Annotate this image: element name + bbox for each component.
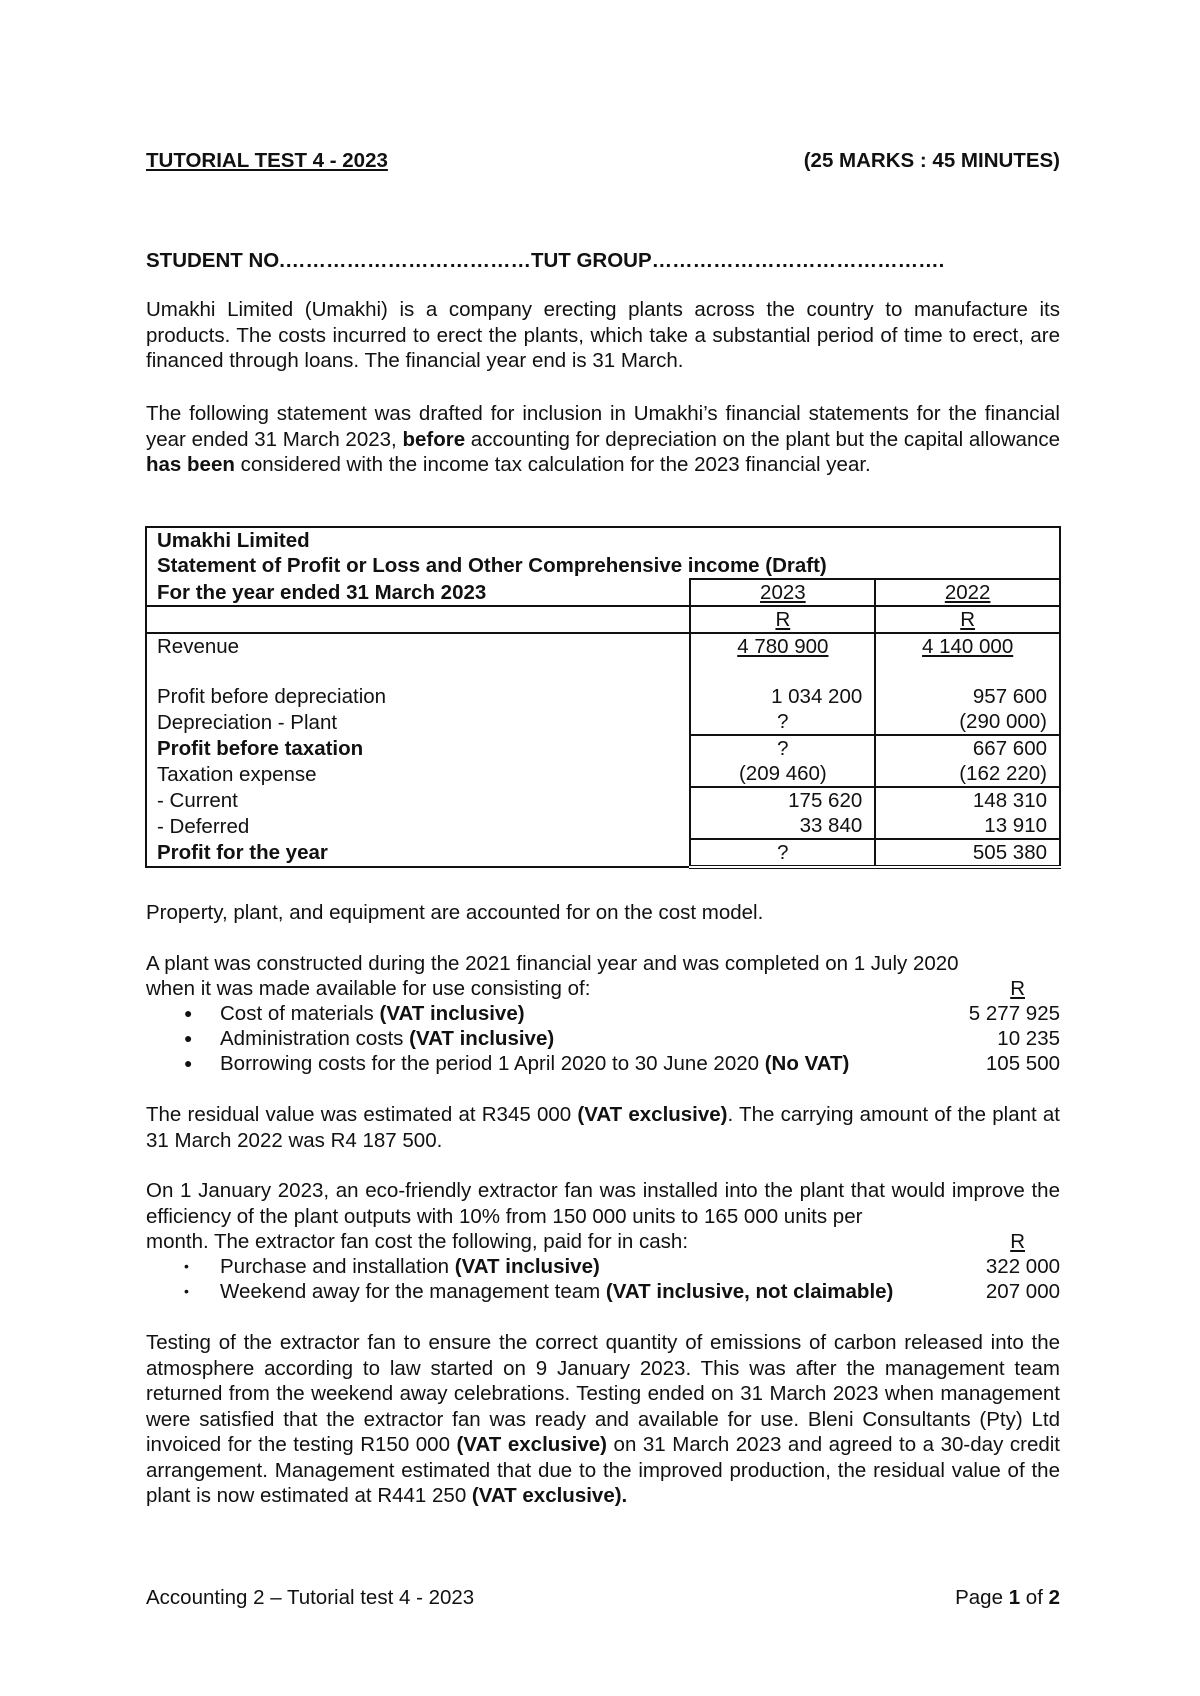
statement-title-row — [146, 553, 1060, 579]
fan-currency: R — [1010, 1230, 1025, 1253]
plant-item-borrowing: ● Borrowing costs for the period 1 April 2020 to 30 June 2020 (No VAT) 105 500 — [184, 1052, 1060, 1075]
depreciation-2022: (290 000) — [875, 709, 1060, 735]
profit-for-year-label: Profit for the year — [146, 839, 690, 867]
plant-item-amount: 10 235 — [997, 1027, 1060, 1050]
profit-before-tax-2023: ? — [690, 735, 875, 761]
revenue-2022: 4 140 000 — [922, 635, 1014, 658]
profit-loss-statement-table — [145, 526, 1061, 869]
fan-item-purchase: • Purchase and installation (VAT inclusive) 322 000 — [184, 1255, 1060, 1278]
ppe-paragraph: Property, plant, and equipment are accounted for on the cost model. — [146, 901, 764, 924]
currency-2023: R — [775, 608, 791, 631]
profit-before-tax-label: Profit before taxation — [146, 735, 690, 761]
fan-intro-line: month. The extractor fan cost the following, paid for in cash: R — [146, 1230, 1025, 1253]
plant-item-materials: ● Cost of materials (VAT inclusive) 5 277 925 — [184, 1002, 1060, 1025]
test-title: TUTORIAL TEST 4 - 2023 — [146, 149, 388, 172]
revenue-label: Revenue — [146, 633, 690, 659]
plant-item-admin: ● Administration costs (VAT inclusive) 10 235 — [184, 1027, 1060, 1050]
fan-item-amount: 322 000 — [985, 1255, 1060, 1278]
plant-intro-line-2: when it was made available for use consisting of: R — [146, 977, 1025, 1000]
depreciation-label: Depreciation - Plant — [146, 709, 690, 735]
revenue-2023: 4 780 900 — [737, 635, 829, 658]
bullet-icon: ● — [184, 1005, 193, 1021]
statement-company-row — [146, 527, 1060, 553]
tax-expense-label: Taxation expense — [146, 761, 690, 787]
statement-period-row — [146, 579, 1060, 606]
currency-row — [146, 606, 1060, 633]
plant-intro-line: A plant was constructed during the 2021 financial year and was completed on 1 July 2020 — [146, 952, 959, 975]
profit-before-tax-2022: 667 600 — [875, 735, 1060, 761]
profit-before-tax-row — [146, 735, 1060, 761]
bullet-icon: • — [184, 1283, 189, 1299]
deferred-tax-2022: 13 910 — [875, 813, 1060, 839]
footer-course: Accounting 2 – Tutorial test 4 - 2023 — [146, 1586, 475, 1609]
test-header — [146, 148, 1060, 174]
deferred-tax-label: - Deferred — [146, 813, 690, 839]
deferred-tax-row — [146, 813, 1060, 839]
statement-intro-paragraph: The following statement was drafted for inclusion in Umakhi’s financial statements for the financial year ended 31 March 2023, before accounting for depreciation on the plant but the capital allowance has been considered with the income tax calculation for the 2023 financial year. — [146, 402, 1061, 476]
student-info-line: STUDENT NO.………………………………TUT GROUP……………………………………. — [146, 249, 945, 272]
intro-paragraph: Umakhi Limited (Umakhi) is a company erecting plants across the country to manufacture its products. The costs incurred to erect the plants, which take a substantial period of time to erect, are financed through loans. The financial year end is 31 March. — [146, 298, 1060, 372]
current-tax-row — [146, 787, 1060, 813]
revenue-row — [146, 633, 1060, 659]
tax-expense-2023: (209 460) — [690, 761, 875, 787]
current-tax-2022: 148 310 — [875, 787, 1060, 813]
bullet-icon: ● — [184, 1030, 193, 1046]
depreciation-2023: ? — [690, 709, 875, 735]
profit-before-dep-2023: 1 034 200 — [690, 684, 875, 709]
plant-currency: R — [1010, 977, 1025, 1000]
current-tax-2023: 175 620 — [690, 787, 875, 813]
fan-item-amount: 207 000 — [985, 1280, 1060, 1303]
profit-for-year-2023: ? — [690, 839, 875, 867]
statement-company: Umakhi Limited — [146, 527, 1060, 553]
tax-expense-2022: (162 220) — [875, 761, 1060, 787]
residual-paragraph: The residual value was estimated at R345 000 (VAT exclusive). The carrying amount of the plant at 31 March 2022 was R4 187 500. — [146, 1103, 1061, 1152]
test-marks: (25 MARKS : 45 MINUTES) — [803, 149, 1060, 172]
fan-item-weekend: • Weekend away for the management team (VAT inclusive, not claimable) 207 000 — [184, 1280, 1060, 1303]
col-header-2023: 2023 — [760, 581, 806, 604]
bullet-icon: • — [184, 1258, 189, 1274]
col-header-2022: 2022 — [944, 581, 991, 604]
page-footer — [146, 1585, 1060, 1611]
statement-title: Statement of Profit or Loss and Other Comprehensive income (Draft) — [146, 553, 1060, 579]
depreciation-row — [146, 709, 1060, 735]
page-number: Page 1 of 2 — [955, 1586, 1060, 1609]
bullet-icon: ● — [184, 1055, 193, 1071]
plant-item-amount: 105 500 — [985, 1052, 1060, 1075]
current-tax-label: - Current — [146, 787, 690, 813]
profit-for-year-2022: 505 380 — [875, 839, 1060, 867]
testing-paragraph: Testing of the extractor fan to ensure the correct quantity of emissions of carbon released into the atmosphere according to law started on 9 January 2023. This was after the management team returned from the weekend away celebrations. Testing ended on 31 March 2023 when management were satisfied that the extractor fan was ready and available for use. Bleni Consultants (Pty) Ltd invoiced for the testing R150 000 (VAT exclusive) on 31 March 2023 and agreed to a 30-day credit arrangement. Management estimated that due to the improved production, the residual value of the plant is now estimated at R441 250 (VAT exclusive). — [146, 1331, 1060, 1507]
deferred-tax-2023: 33 840 — [690, 813, 875, 839]
profit-for-year-row — [146, 839, 1060, 867]
currency-2022: R — [960, 608, 976, 631]
profit-before-dep-2022: 957 600 — [875, 684, 1060, 709]
profit-before-dep-row — [146, 684, 1060, 709]
profit-before-dep-label: Profit before depreciation — [146, 684, 690, 709]
statement-period: For the year ended 31 March 2023 — [146, 579, 690, 606]
plant-item-amount: 5 277 925 — [968, 1002, 1060, 1025]
fan-paragraph: On 1 January 2023, an eco-friendly extractor fan was installed into the plant that would improve the efficiency of the plant outputs with 10% from 150 000 units to 165 000 units per — [146, 1179, 1060, 1228]
tax-expense-row — [146, 761, 1060, 787]
